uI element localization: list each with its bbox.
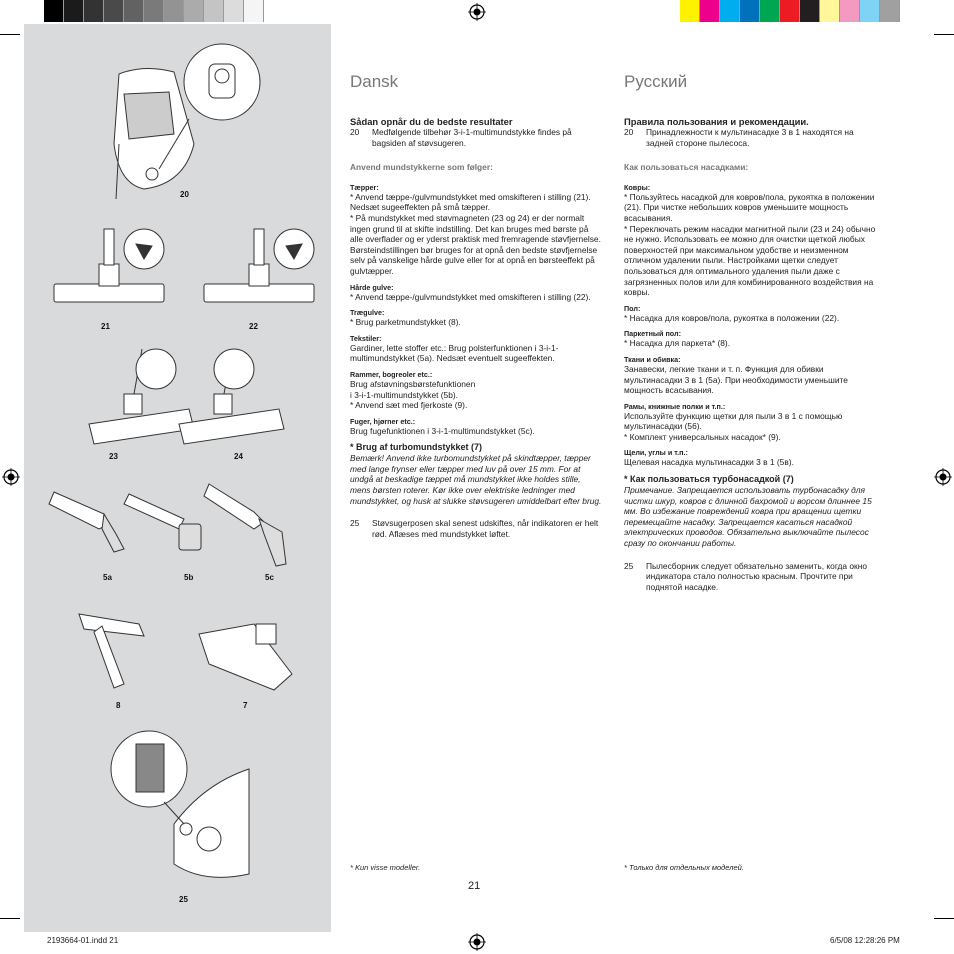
danish-column: Dansk Sådan opnår du de bedste resultater 20 Medfølgende tilbehør 3-i-1-multimundstykke findes på bagsiden af støvsugeren. Anvend mundstykkerne som følger: Tæpper: * Anvend tæppe-/gulvmundstykket med omskifteren i stilling (21). Nedsæt sugeeffekten på små tæpper. * På mundstykket med støvmagneten (23 og 24) er der normalt ingen grund til at skifte indstilling. Det kan bruges med børste på alle overflader og er yderst praktisk med fremragende støvfjernelse. Børsteindstillingen bør bruges for at opnå den bedste støvfjernelse selv på vanskelige hårde gulve eller for at opnå en børsteeffekt på gulvtæpper. Hårde gulve: * Anvend tæppe-/gulvmundstykket med omskifteren i stilling (22). Trægulve: * Brug parketmundstykket (8). Tekstiler: Gardiner, lette stoffer etc.: Brug polsterfunktionen i 3-i-1-multimundstykket (5a). Nedsæt eventuelt sugeeffekten. Rammer, bogreoler etc.: Brug afstøvningsbørstefunktionen i 3-i-1-multimundstykket (5b). * Anvend sæt med fjerkoste (9). Fuger, hjørner etc.: Brug fugefunktionen i 3-i-1-multimundstykket (5c). * Brug af turbomundstykket (7) Bemærk! Anvend ikke turbomundstykket på skindtæpper, tæpper med lange frynser eller tæpper med luv på over 15 mm. For at undgå at beskadige tæppet må mundstykket ikke holdes stille, mens børsten roterer. Kør ikke over elektriske ledninger med mundstykket, og husk at slukke støvsugeren umiddelbart efter brug. 25 Støvsugerposen skal senest udskiftes, når indikatoren er helt rød. Aflæses med mundstykket løftet. bbox=[350, 72, 602, 539]
subheading: Fuger, hjørner etc.: bbox=[350, 416, 416, 426]
subheading: Tæpper: bbox=[350, 182, 379, 192]
color-swatch bbox=[880, 0, 900, 22]
russian-column: Русский Правила пользования и рекомендации. 20 Принадлежности к мультинасадке 3 в 1 находятся на задней стороне пылесоса. Как пользоваться насадками: Ковры: * Пользуйтесь насадкой для ковров/пола, рукоятка в положении (21). При чистке небольших ковров уменьшите мощность всасывания. * Переключать режим насадки магнитной пыли (23 и 24) обычно не нужно. Использовать ее можно для очистки щеткой любых поверхностей при максимальном удобстве и неизменном отличном удалении пыли. Настройками щетки следует пользоваться для оптимального удаления пыли даже с загрязненных полов или для комбинированного воздействия на ковры. Пол: * Насадка для ковров/пола, рукоятка в положении (22). Паркетный пол: * Насадка для паркета* (8). Ткани и обивка: Занавески, легкие ткани и т. п. Функция для обивки мультинасадки 3 в 1 (5а). При необходимости уменьшите мощность всасывания. Рамы, книжные полки и т.п.: Используйте функцию щетки для пыли 3 в 1 с помощью мультинасадки (56). * Комплект универсальных насадок* (9). Щели, углы и т.п.: Щелевая насадка мультинасадки 3 в 1 (5в). * Как пользоваться турбонасадкой (7) Примечание. Запрещается использовать турбонасадку для чистки шкур, ковров с длинной бахромой и ворсом длиннее 15 мм. Во избежание повреждений ковра при вращении щетки перемещайте насадку. Запрещается касаться насадкой электрических проводов. Обязательно выключайте пылесос сразу по окончании работы. 25 Пылесборник следует обязательно заменить, когда окно индикатора стало полностью красным. Прочтите при поднятой насадке. bbox=[624, 72, 876, 592]
registration-mark-icon bbox=[934, 468, 952, 486]
floor-nozzle-icon bbox=[54, 229, 164, 302]
color-swatch bbox=[700, 0, 720, 22]
russian-heading: Правила пользования и рекомендации. bbox=[624, 116, 809, 127]
subheading: Rammer, bogreoler etc.: bbox=[350, 369, 433, 379]
turbo-heading: * Brug af turbomundstykket (7) bbox=[350, 442, 483, 453]
color-swatch bbox=[800, 0, 820, 22]
color-swatch bbox=[124, 0, 144, 22]
color-swatch bbox=[144, 0, 164, 22]
registration-mark-icon bbox=[468, 3, 486, 21]
figure-label: 22 bbox=[249, 322, 258, 331]
color-swatch bbox=[204, 0, 224, 22]
subheading: Паркетный пол: bbox=[624, 329, 681, 339]
danish-title: Dansk bbox=[350, 72, 399, 91]
file-slug: 2193664-01.indd 21 bbox=[47, 936, 119, 945]
dust-magnet-nozzle-icon bbox=[89, 349, 194, 444]
figure-label: 25 bbox=[179, 895, 188, 904]
danish-footnote: * Kun visse modeller. bbox=[350, 863, 421, 872]
figure-label: 20 bbox=[180, 190, 189, 199]
floor-nozzle-icon bbox=[204, 229, 314, 302]
date-slug: 6/5/08 12:28:26 PM bbox=[830, 936, 900, 945]
color-swatch bbox=[840, 0, 860, 22]
section-heading: Как пользоваться насадками: bbox=[624, 162, 749, 173]
figure-label: 21 bbox=[101, 322, 110, 331]
crop-mark bbox=[0, 918, 20, 919]
crop-mark bbox=[0, 34, 20, 35]
subheading: Ковры: bbox=[624, 182, 651, 192]
dust-magnet-nozzle-icon bbox=[179, 349, 284, 444]
bag-indicator-icon bbox=[111, 731, 249, 877]
figure-label: 5c bbox=[265, 573, 274, 582]
color-swatch bbox=[44, 0, 64, 22]
registration-mark-icon bbox=[468, 933, 486, 951]
russian-title: Русский bbox=[624, 72, 688, 91]
figure-label: 5b bbox=[184, 573, 194, 582]
color-swatch bbox=[740, 0, 760, 22]
color-swatch bbox=[760, 0, 780, 22]
illustration-panel bbox=[24, 24, 331, 932]
parquet-nozzle-icon bbox=[79, 614, 144, 688]
russian-footnote: * Только для отдельных моделей. bbox=[624, 863, 744, 872]
color-bar bbox=[680, 0, 900, 22]
color-swatch bbox=[860, 0, 880, 22]
numbered-item: 25 Пылесборник следует обязательно заменить, когда окно индикатора стало полностью красным. Прочтите при поднятой насадке. bbox=[624, 560, 867, 592]
figure-label: 23 bbox=[109, 452, 118, 461]
crevice-nozzle-icon bbox=[204, 484, 286, 566]
color-swatch bbox=[224, 0, 244, 22]
vacuum-illustrations bbox=[24, 24, 331, 932]
numbered-item: 25 Støvsugerposen skal senest udskiftes, når indikatoren er helt rød. Aflæses med mundstykket løftet. bbox=[350, 518, 599, 539]
figure-label: 8 bbox=[116, 701, 121, 710]
section-heading: Anvend mundstykkerne som følger: bbox=[350, 162, 493, 173]
figure-label: 7 bbox=[243, 701, 248, 710]
subheading: Рамы, книжные полки и т.п.: bbox=[624, 401, 726, 411]
figure-label: 24 bbox=[234, 452, 243, 461]
turbo-nozzle-icon bbox=[199, 624, 292, 690]
color-swatch bbox=[104, 0, 124, 22]
crop-mark bbox=[934, 34, 954, 35]
subheading: Trægulve: bbox=[350, 308, 385, 318]
color-swatch bbox=[184, 0, 204, 22]
subheading: Ткани и обивка: bbox=[624, 354, 681, 364]
dusting-brush-icon bbox=[124, 494, 201, 550]
color-swatch bbox=[680, 0, 700, 22]
danish-heading: Sådan opnår du de bedste resultater bbox=[350, 116, 513, 127]
subheading: Hårde gulve: bbox=[350, 282, 394, 292]
subheading: Щели, углы и т.п.: bbox=[624, 448, 688, 458]
turbo-heading: * Как пользоваться турбонасадкой (7) bbox=[624, 474, 794, 485]
grayscale-bar bbox=[44, 0, 264, 22]
color-swatch bbox=[820, 0, 840, 22]
color-swatch bbox=[720, 0, 740, 22]
registration-mark-icon bbox=[2, 468, 20, 486]
numbered-item: 20 Принадлежности к мультинасадке 3 в 1 находятся на задней стороне пылесоса. bbox=[624, 127, 854, 148]
subheading: Пол: bbox=[624, 303, 641, 313]
page-number: 21 bbox=[468, 880, 481, 892]
color-swatch bbox=[64, 0, 84, 22]
numbered-item: 20 Medfølgende tilbehør 3-i-1-multimundstykke findes på bagsiden af støvsugeren. bbox=[350, 127, 572, 148]
figure-label: 5a bbox=[103, 573, 112, 582]
upholstery-nozzle-icon bbox=[49, 492, 124, 552]
color-swatch bbox=[244, 0, 264, 22]
color-swatch bbox=[84, 0, 104, 22]
vacuum-body-icon bbox=[114, 68, 194, 199]
crop-mark bbox=[934, 918, 954, 919]
color-swatch bbox=[164, 0, 184, 22]
color-swatch bbox=[780, 0, 800, 22]
subheading: Tekstiler: bbox=[350, 333, 382, 343]
